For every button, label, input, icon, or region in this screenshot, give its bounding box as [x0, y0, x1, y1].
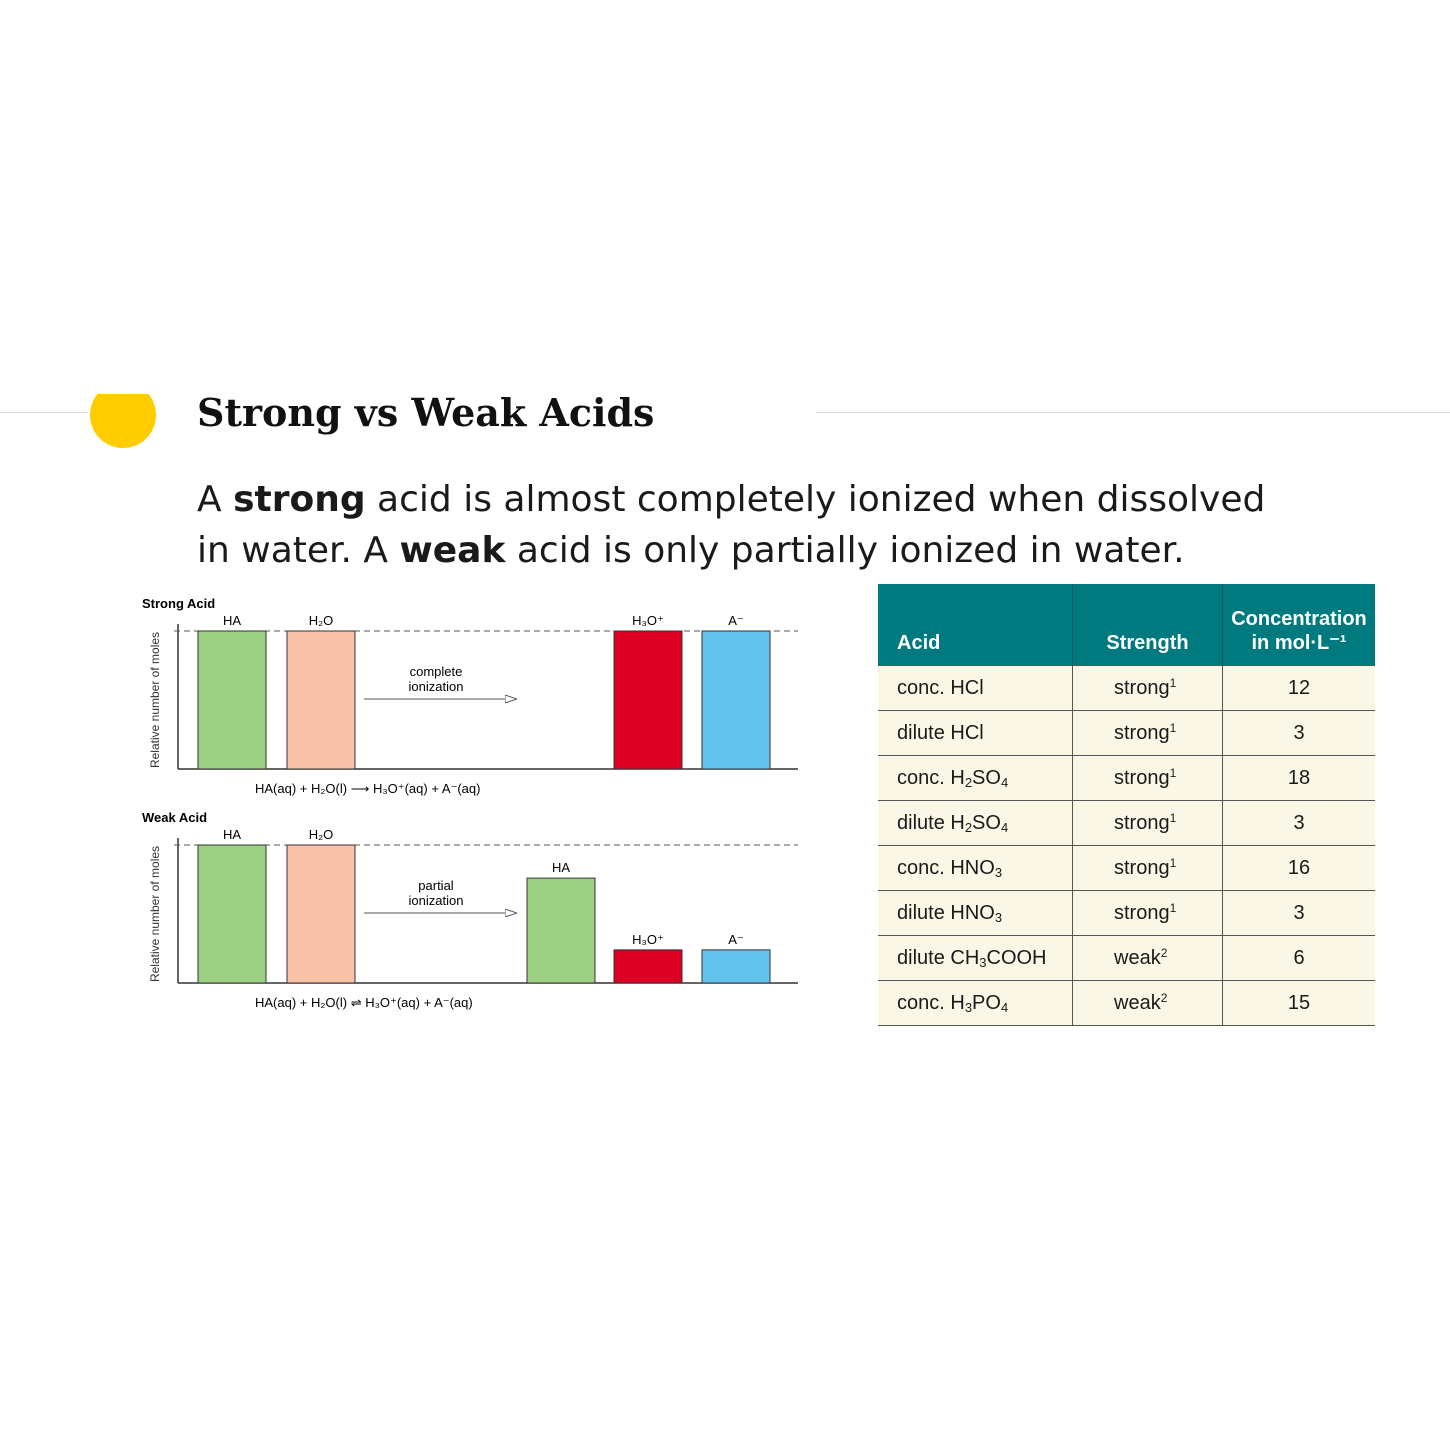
header-acid: Acid: [878, 584, 1073, 666]
acid-strength-table: [878, 584, 1375, 1026]
cell-concentration: 6: [1223, 936, 1376, 981]
slide-title: Strong vs Weak Acids: [197, 390, 655, 435]
weak-bar-label-3: H₃O⁺: [632, 931, 664, 947]
cell-concentration: 3: [1223, 891, 1376, 936]
strong-bar-1: [287, 631, 355, 769]
strong-acid-label: Strong Acid: [142, 596, 216, 611]
header-rule-right: [816, 412, 1450, 413]
weak-y-axis-label: Relative number of moles: [148, 845, 162, 983]
weak-acid-label: Weak Acid: [142, 810, 208, 825]
strong-bar-label-3: A⁻: [728, 613, 744, 628]
cell-concentration: 3: [1223, 711, 1376, 756]
strong-bar-label-2: H₃O⁺: [632, 613, 664, 628]
weak-bars: [198, 827, 770, 983]
cell-acid: conc. $HNO_3$: [878, 846, 1073, 891]
strong-arrow-text-2: ionization: [408, 679, 464, 694]
paragraph-strong-term: strong: [233, 479, 366, 520]
cell-concentration: 18: [1223, 756, 1376, 801]
weak-bar-label-4: A⁻: [728, 931, 744, 947]
ionization-diagram: [132, 588, 812, 1018]
weak-bar-0: [198, 845, 266, 983]
cell-concentration: 16: [1223, 846, 1376, 891]
strong-bar-3: [702, 631, 770, 769]
table-row: [878, 756, 1375, 801]
cell-acid: dilute $CH_3COOH$: [878, 936, 1073, 981]
cell-strength: strong$^1$: [1073, 801, 1223, 846]
strong-bar-0: [198, 631, 266, 769]
table-body: [878, 666, 1375, 1026]
strong-arrow-text-1: complete: [409, 664, 463, 679]
cell-acid: dilute $H_2SO_4$: [878, 801, 1073, 846]
weak-bar-label-0: HA: [222, 827, 242, 842]
title-bullet-icon: [90, 382, 156, 448]
strong-bars: [198, 613, 770, 769]
strong-bar-label-0: HA: [222, 613, 242, 628]
ionization-diagram-svg: [132, 588, 812, 1018]
cell-concentration: 12: [1223, 666, 1376, 711]
cell-concentration: 15: [1223, 981, 1376, 1026]
weak-arrow-text-2: ionization: [408, 893, 464, 908]
weak-bar-3: [614, 950, 682, 983]
strong-bar-2: [614, 631, 682, 769]
table-row: [878, 666, 1375, 711]
cell-strength: strong$^1$: [1073, 846, 1223, 891]
cell-acid: conc. $H_2SO_4$: [878, 756, 1073, 801]
cell-strength: weak$^2$: [1073, 981, 1223, 1026]
cell-strength: weak$^2$: [1073, 936, 1223, 981]
slide-paragraph: [197, 474, 1297, 576]
cell-acid: conc. $H_3PO_4$: [878, 981, 1073, 1026]
cell-acid: dilute HCl: [878, 711, 1073, 756]
table-row: [878, 936, 1375, 981]
table-row: [878, 891, 1375, 936]
paragraph-weak-term: weak: [399, 530, 506, 571]
table-row: [878, 846, 1375, 891]
table-row: [878, 801, 1375, 846]
table-header-row: [878, 584, 1375, 666]
strong-bar-label-1: H₂O: [308, 613, 334, 628]
weak-bar-label-1: H₂O: [308, 827, 334, 842]
paragraph-text: acid is only partially ionized in water.: [505, 530, 1185, 571]
header-strength: Strength: [1073, 584, 1223, 666]
table-row: [878, 711, 1375, 756]
weak-equation: HA(aq) + H₂O(l) ⇌ H₃O⁺(aq) + A⁻(aq): [255, 995, 473, 1010]
cell-acid: dilute $HNO_3$: [878, 891, 1073, 936]
weak-bar-1: [287, 845, 355, 983]
weak-bar-4: [702, 950, 770, 983]
cell-concentration: 3: [1223, 801, 1376, 846]
cell-strength: strong$^1$: [1073, 666, 1223, 711]
header-rule-left: [0, 412, 88, 413]
weak-bar-label-2: HA: [551, 860, 571, 876]
weak-arrow-text-1: partial: [418, 878, 454, 893]
paragraph-text: A: [197, 479, 234, 520]
cell-strength: strong$^1$: [1073, 756, 1223, 801]
cell-strength: strong$^1$: [1073, 891, 1223, 936]
weak-bar-2: [527, 878, 595, 983]
paragraph-text: acid is almost completely ionized when dissolved in water. A: [197, 479, 1266, 571]
strong-equation: HA(aq) + H₂O(l) ⟶ H₃O⁺(aq) + A⁻(aq): [255, 781, 481, 796]
table-row: [878, 981, 1375, 1026]
header-concentration: Concentration in mol·L⁻¹: [1223, 584, 1376, 666]
cell-acid: conc. HCl: [878, 666, 1073, 711]
strong-y-axis-label: Relative number of moles: [148, 631, 162, 769]
cell-strength: strong$^1$: [1073, 711, 1223, 756]
